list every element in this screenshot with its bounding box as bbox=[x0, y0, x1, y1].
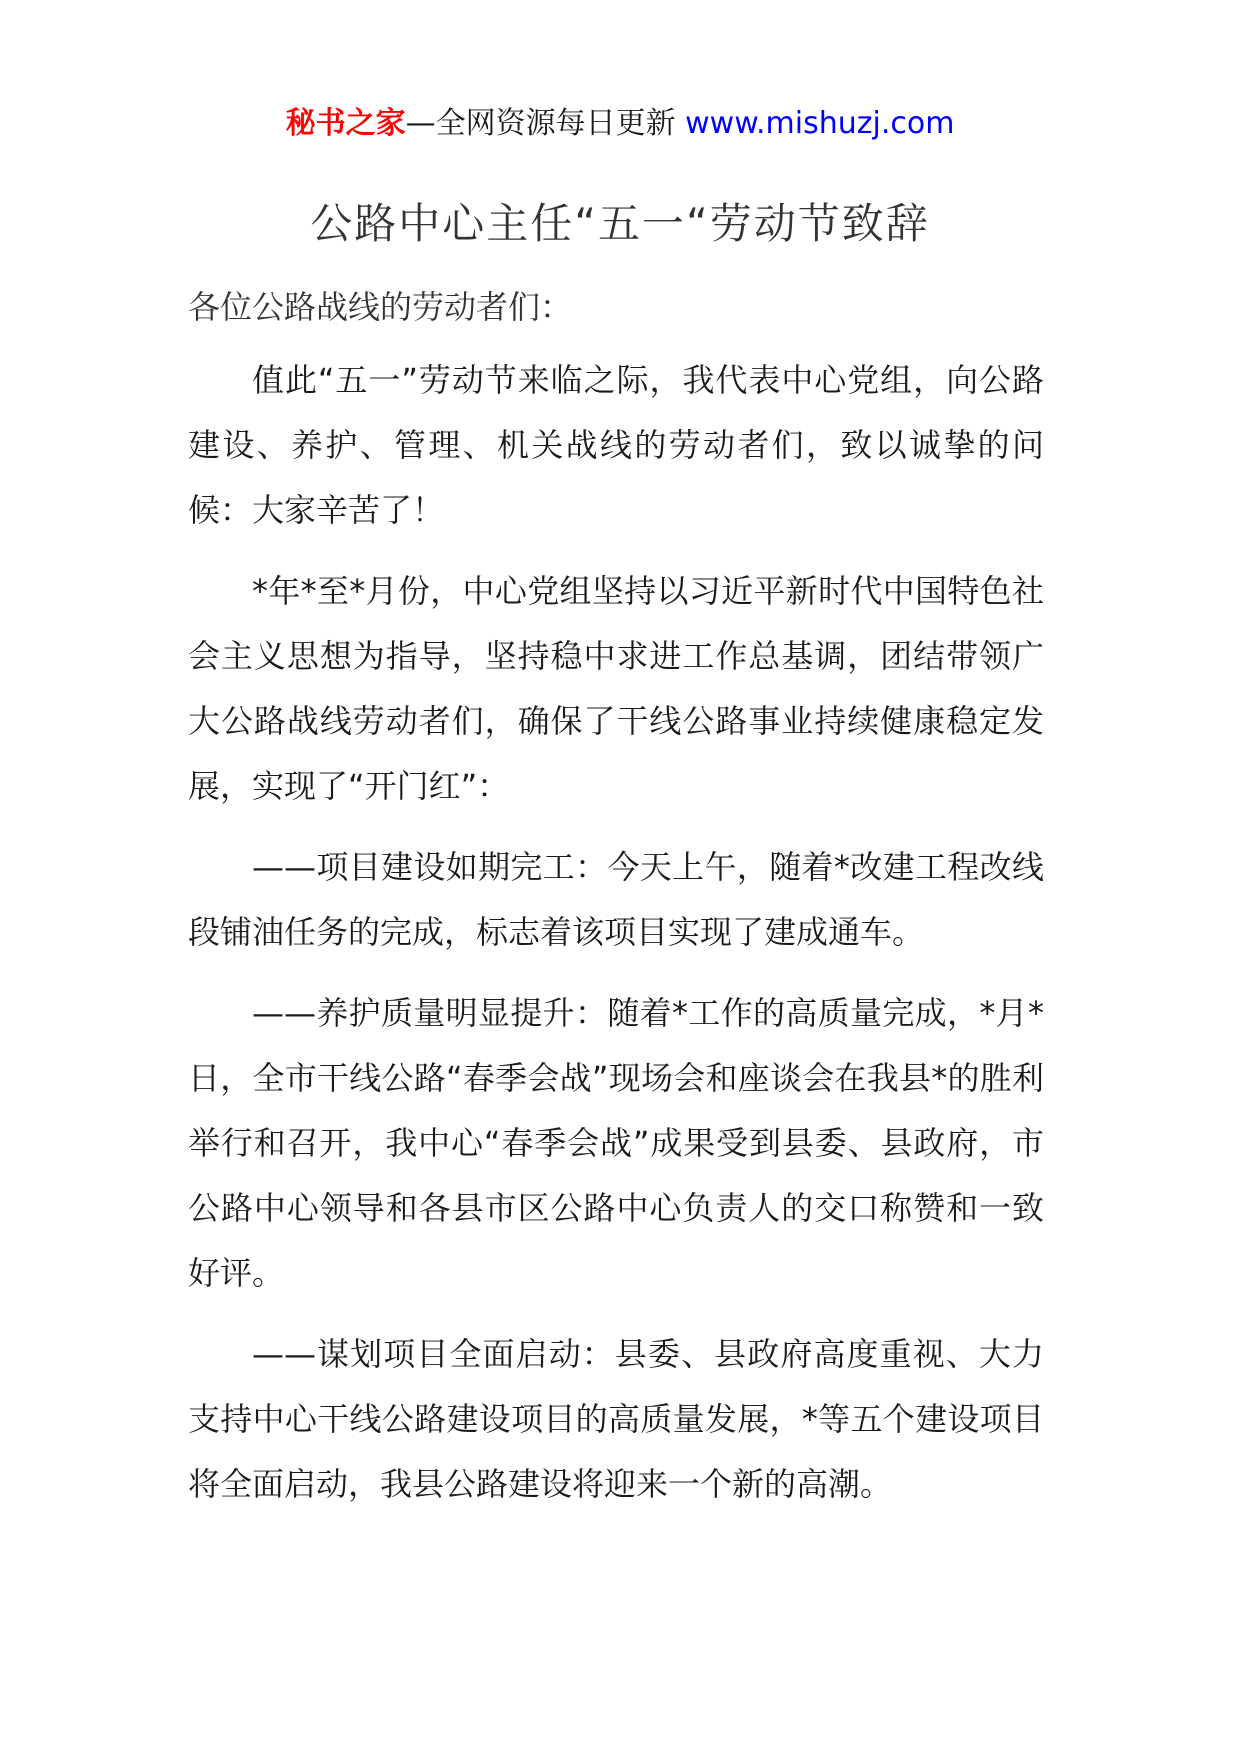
document-body bbox=[188, 275, 1044, 1533]
paragraph-project-completion: ——项目建设如期完工：今天上午，随着*改建工程改线段铺油任务的完成，标志着该项目实现了建成通车。 bbox=[188, 848, 1044, 951]
paragraph-summary: *年*至*月份，中心党组坚持以习近平新时代中国特色社会主义思想为指导，坚持稳中求进工作总基调，团结带领广大公路战线劳动者们，确保了干线公路事业持续健康稳定发展，实现了“开门红”： bbox=[188, 572, 1044, 805]
paragraph-project-launch: ——谋划项目全面启动：县委、县政府高度重视、大力支持中心干线公路建设项目的高质量发展，*等五个建设项目将全面启动，我县公路建设将迎来一个新的高潮。 bbox=[188, 1335, 1044, 1503]
salutation: 各位公路战线的劳动者们： bbox=[188, 288, 573, 326]
paragraph-greeting: 值此“五一”劳动节来临之际，我代表中心党组，向公路建设、养护、管理、机关战线的劳动者们，致以诚挚的问候：大家辛苦了！ bbox=[188, 361, 1044, 529]
brand-name: 秘书之家 bbox=[285, 106, 406, 141]
site-header bbox=[0, 100, 1240, 148]
paragraph-maintenance-quality: ——养护质量明显提升：随着*工作的高质量完成，*月*日，全市干线公路“春季会战”现场会和座谈会在我县*的胜利举行和召开，我中心“春季会战”成果受到县委、县政府，市公路中心领导和各县市区公路中心负责人的交口称赞和一致好评。 bbox=[188, 994, 1044, 1292]
site-url-link[interactable]: www.mishuzj.com bbox=[685, 106, 955, 141]
header-slogan: —全网资源每日更新 bbox=[405, 106, 676, 141]
document-title: 公路中心主任“五一“劳动节致辞 bbox=[310, 199, 930, 248]
